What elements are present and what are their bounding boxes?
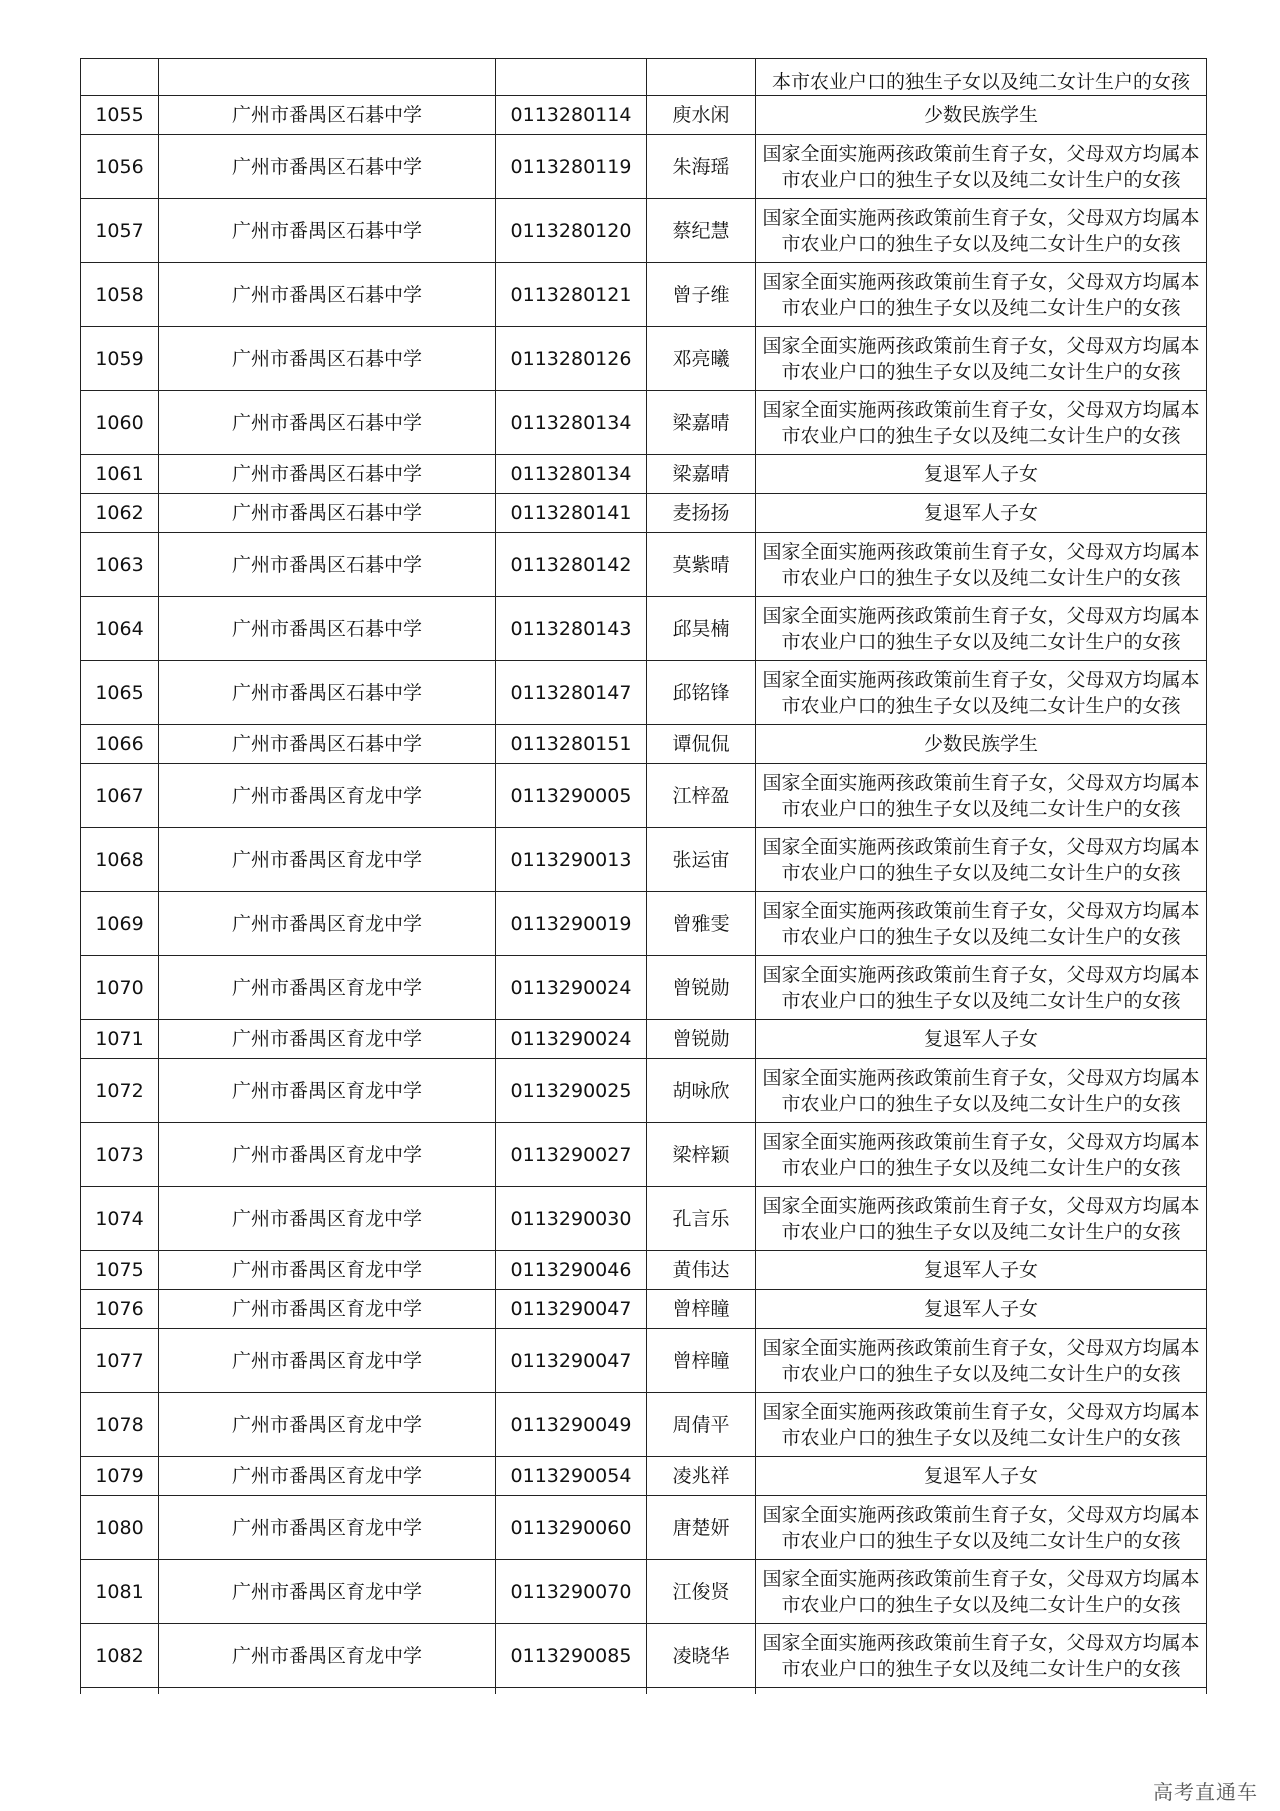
cell-id: 0113280134: [496, 391, 647, 455]
cell-name: 周倩平: [647, 1393, 756, 1457]
cell-no: 1075: [81, 1251, 159, 1290]
cell-note: 国家全面实施两孩政策前生育子女，父母双方均属本市农业户口的独生子女以及纯二女计生户的女孩: [756, 1496, 1207, 1560]
cell-school: 广州市番禺区石碁中学: [159, 661, 496, 725]
cell-no: 1076: [81, 1290, 159, 1329]
table-row: [81, 1123, 1207, 1187]
cell-id: 0113290047: [496, 1329, 647, 1393]
cell-no: 1079: [81, 1457, 159, 1496]
cell-note: 国家全面实施两孩政策前生育子女，父母双方均属本市农业户口的独生子女以及纯二女计生户的女孩: [756, 597, 1207, 661]
table-row: [81, 1059, 1207, 1123]
cell-no: 1060: [81, 391, 159, 455]
cell-id: 0113290054: [496, 1457, 647, 1496]
cell-no: 1078: [81, 1393, 159, 1457]
table-row: [81, 1560, 1207, 1624]
cell-no: 1073: [81, 1123, 159, 1187]
cell-name: 曾锐勋: [647, 956, 756, 1020]
cutoff-row: [81, 1688, 1207, 1695]
cutoff-cell: [756, 1688, 1207, 1695]
cell-note: 国家全面实施两孩政策前生育子女，父母双方均属本市农业户口的独生子女以及纯二女计生户的女孩: [756, 661, 1207, 725]
table-row: [81, 764, 1207, 828]
cell-school: 广州市番禺区育龙中学: [159, 1329, 496, 1393]
cell-name: 胡咏欣: [647, 1059, 756, 1123]
cell-name: 江俊贤: [647, 1560, 756, 1624]
cell-id: 0113290030: [496, 1187, 647, 1251]
cell-school: 广州市番禺区育龙中学: [159, 1560, 496, 1624]
table-row: [81, 199, 1207, 263]
cell-no: 1064: [81, 597, 159, 661]
cell-no: 1071: [81, 1020, 159, 1059]
table-row: [81, 1393, 1207, 1457]
cell-school: 广州市番禺区石碁中学: [159, 96, 496, 135]
cell-school: 广州市番禺区育龙中学: [159, 956, 496, 1020]
watermark-text: 高考直通车: [1153, 1780, 1258, 1804]
cell-id: 0113280120: [496, 199, 647, 263]
cell-id: 0113290025: [496, 1059, 647, 1123]
cell-school: 广州市番禺区石碁中学: [159, 533, 496, 597]
cell-note: 国家全面实施两孩政策前生育子女，父母双方均属本市农业户口的独生子女以及纯二女计生户的女孩: [756, 1059, 1207, 1123]
cell-note: 少数民族学生: [756, 96, 1207, 135]
cell-no: 1065: [81, 661, 159, 725]
cell-school: 广州市番禺区石碁中学: [159, 391, 496, 455]
cell-school: 广州市番禺区石碁中学: [159, 199, 496, 263]
cell-note: 国家全面实施两孩政策前生育子女，父母双方均属本市农业户口的独生子女以及纯二女计生户的女孩: [756, 764, 1207, 828]
table-row: [81, 828, 1207, 892]
cell-name: 唐楚妍: [647, 1496, 756, 1560]
cell-id: 0113280126: [496, 327, 647, 391]
table-row: [81, 892, 1207, 956]
cell-note: 复退军人子女: [756, 1290, 1207, 1329]
cell-name: 曾梓瞳: [647, 1329, 756, 1393]
cell-name: 庾水闲: [647, 96, 756, 135]
cell-name: 邱昊楠: [647, 597, 756, 661]
cell-no: 1082: [81, 1624, 159, 1688]
cell-name: 曾梓瞳: [647, 1290, 756, 1329]
cell-note: 国家全面实施两孩政策前生育子女，父母双方均属本市农业户口的独生子女以及纯二女计生户的女孩: [756, 828, 1207, 892]
cell-name: 邓亮曦: [647, 327, 756, 391]
cell-name: 凌兆祥: [647, 1457, 756, 1496]
table-row: [81, 1290, 1207, 1329]
cell-note: 国家全面实施两孩政策前生育子女，父母双方均属本市农业户口的独生子女以及纯二女计生户的女孩: [756, 1624, 1207, 1688]
table-row: [81, 661, 1207, 725]
table-row: [81, 1457, 1207, 1496]
cell-note: 复退军人子女: [756, 455, 1207, 494]
cell-id: 0113290013: [496, 828, 647, 892]
cell-note: 国家全面实施两孩政策前生育子女，父母双方均属本市农业户口的独生子女以及纯二女计生户的女孩: [756, 1187, 1207, 1251]
cell-note: 少数民族学生: [756, 725, 1207, 764]
cell-id: 0113290070: [496, 1560, 647, 1624]
table-row: [81, 455, 1207, 494]
cell-no: 1069: [81, 892, 159, 956]
cell-name: 梁嘉晴: [647, 455, 756, 494]
cell-no: 1077: [81, 1329, 159, 1393]
cell-no: 1080: [81, 1496, 159, 1560]
cutoff-cell: [647, 1688, 756, 1695]
table-row: [81, 96, 1207, 135]
cell-id: 0113280142: [496, 533, 647, 597]
cell-note: [756, 59, 1207, 96]
cell-id: [496, 59, 647, 96]
cell-no: 1056: [81, 135, 159, 199]
table-row: [81, 391, 1207, 455]
roster-table-body: [81, 59, 1207, 1695]
cell-name: 麦扬扬: [647, 494, 756, 533]
cell-note: 国家全面实施两孩政策前生育子女，父母双方均属本市农业户口的独生子女以及纯二女计生户的女孩: [756, 391, 1207, 455]
cell-school: 广州市番禺区育龙中学: [159, 1624, 496, 1688]
cell-name: 蔡纪慧: [647, 199, 756, 263]
table-row: [81, 1020, 1207, 1059]
cell-id: 0113290060: [496, 1496, 647, 1560]
cell-no: 1059: [81, 327, 159, 391]
cell-note: 复退军人子女: [756, 1251, 1207, 1290]
table-row: [81, 1187, 1207, 1251]
cell-name: 张运宙: [647, 828, 756, 892]
cell-school: 广州市番禺区石碁中学: [159, 725, 496, 764]
cell-name: 江梓盈: [647, 764, 756, 828]
cell-name: 曾子维: [647, 263, 756, 327]
cell-id: 0113290049: [496, 1393, 647, 1457]
cell-school: 广州市番禺区育龙中学: [159, 828, 496, 892]
table-row: [81, 597, 1207, 661]
cell-school: 广州市番禺区育龙中学: [159, 1059, 496, 1123]
cell-note: 复退军人子女: [756, 494, 1207, 533]
table-row: [81, 956, 1207, 1020]
cell-school: 广州市番禺区育龙中学: [159, 892, 496, 956]
table-row: [81, 1251, 1207, 1290]
cell-school: 广州市番禺区育龙中学: [159, 1393, 496, 1457]
cell-name: 孔言乐: [647, 1187, 756, 1251]
cell-id: 0113280121: [496, 263, 647, 327]
cell-school: 广州市番禺区石碁中学: [159, 135, 496, 199]
cell-id: 0113280119: [496, 135, 647, 199]
cell-name: 黄伟达: [647, 1251, 756, 1290]
cell-name: 曾雅雯: [647, 892, 756, 956]
cell-id: 0113280134: [496, 455, 647, 494]
cell-id: 0113280147: [496, 661, 647, 725]
cell-note: 复退军人子女: [756, 1020, 1207, 1059]
cell-name: 梁嘉晴: [647, 391, 756, 455]
roster-table-container: [80, 58, 1206, 1694]
cell-school: 广州市番禺区育龙中学: [159, 1020, 496, 1059]
cell-id: 0113280143: [496, 597, 647, 661]
cell-id: 0113290024: [496, 956, 647, 1020]
cutoff-cell: [159, 1688, 496, 1695]
cutoff-cell: [496, 1688, 647, 1695]
cell-note: 国家全面实施两孩政策前生育子女，父母双方均属本市农业户口的独生子女以及纯二女计生户的女孩: [756, 956, 1207, 1020]
cell-school: 广州市番禺区石碁中学: [159, 327, 496, 391]
cell-school: 广州市番禺区育龙中学: [159, 1123, 496, 1187]
cell-school: 广州市番禺区石碁中学: [159, 597, 496, 661]
cell-no: 1055: [81, 96, 159, 135]
cell-school: 广州市番禺区育龙中学: [159, 1457, 496, 1496]
cell-note: 国家全面实施两孩政策前生育子女，父母双方均属本市农业户口的独生子女以及纯二女计生户的女孩: [756, 892, 1207, 956]
cell-id: 0113290024: [496, 1020, 647, 1059]
cell-school: 广州市番禺区石碁中学: [159, 494, 496, 533]
cell-no: 1067: [81, 764, 159, 828]
cell-id: 0113290047: [496, 1290, 647, 1329]
cell-no: 1066: [81, 725, 159, 764]
cell-id: 0113290085: [496, 1624, 647, 1688]
cell-note: 国家全面实施两孩政策前生育子女，父母双方均属本市农业户口的独生子女以及纯二女计生户的女孩: [756, 1123, 1207, 1187]
cell-school: 广州市番禺区育龙中学: [159, 764, 496, 828]
cell-name: 邱铭锋: [647, 661, 756, 725]
cell-name: 凌晓华: [647, 1624, 756, 1688]
cell-school: 广州市番禺区石碁中学: [159, 455, 496, 494]
cell-note: 国家全面实施两孩政策前生育子女，父母双方均属本市农业户口的独生子女以及纯二女计生户的女孩: [756, 199, 1207, 263]
cell-name: [647, 59, 756, 96]
cell-name: 莫紫晴: [647, 533, 756, 597]
cell-no: 1068: [81, 828, 159, 892]
cell-note: 国家全面实施两孩政策前生育子女，父母双方均属本市农业户口的独生子女以及纯二女计生户的女孩: [756, 1560, 1207, 1624]
cell-id: 0113280141: [496, 494, 647, 533]
cell-no: 1074: [81, 1187, 159, 1251]
cell-note: 国家全面实施两孩政策前生育子女，父母双方均属本市农业户口的独生子女以及纯二女计生户的女孩: [756, 533, 1207, 597]
cell-no: 1063: [81, 533, 159, 597]
continuation-note-text: 本市农业户口的独生子女以及纯二女计生户的女孩: [771, 71, 1190, 93]
cell-name: 曾锐勋: [647, 1020, 756, 1059]
table-row: [81, 533, 1207, 597]
table-row: [81, 1496, 1207, 1560]
cell-note: 国家全面实施两孩政策前生育子女，父母双方均属本市农业户口的独生子女以及纯二女计生户的女孩: [756, 1329, 1207, 1393]
cell-name: 朱海瑶: [647, 135, 756, 199]
cell-no: 1070: [81, 956, 159, 1020]
cell-school: 广州市番禺区育龙中学: [159, 1187, 496, 1251]
cell-id: 0113280114: [496, 96, 647, 135]
cell-note: 国家全面实施两孩政策前生育子女，父母双方均属本市农业户口的独生子女以及纯二女计生户的女孩: [756, 263, 1207, 327]
cell-no: 1061: [81, 455, 159, 494]
roster-table: [80, 58, 1207, 1694]
continuation-row: [81, 59, 1207, 96]
table-row: [81, 494, 1207, 533]
cell-name: 梁梓颖: [647, 1123, 756, 1187]
cell-id: 0113290046: [496, 1251, 647, 1290]
cell-school: 广州市番禺区育龙中学: [159, 1496, 496, 1560]
cell-note: 国家全面实施两孩政策前生育子女，父母双方均属本市农业户口的独生子女以及纯二女计生户的女孩: [756, 135, 1207, 199]
table-row: [81, 1624, 1207, 1688]
cell-no: 1057: [81, 199, 159, 263]
cell-note: 国家全面实施两孩政策前生育子女，父母双方均属本市农业户口的独生子女以及纯二女计生户的女孩: [756, 327, 1207, 391]
cell-no: 1062: [81, 494, 159, 533]
cell-id: 0113290019: [496, 892, 647, 956]
cell-school: [159, 59, 496, 96]
cutoff-cell: [81, 1688, 159, 1695]
table-row: [81, 1329, 1207, 1393]
cell-id: 0113280151: [496, 725, 647, 764]
cell-no: 1072: [81, 1059, 159, 1123]
cell-note: 复退军人子女: [756, 1457, 1207, 1496]
cell-id: 0113290027: [496, 1123, 647, 1187]
cell-name: 谭侃侃: [647, 725, 756, 764]
cell-note: 国家全面实施两孩政策前生育子女，父母双方均属本市农业户口的独生子女以及纯二女计生户的女孩: [756, 1393, 1207, 1457]
table-row: [81, 327, 1207, 391]
table-row: [81, 263, 1207, 327]
cell-id: 0113290005: [496, 764, 647, 828]
cell-no: [81, 59, 159, 96]
cell-school: 广州市番禺区育龙中学: [159, 1290, 496, 1329]
cell-school: 广州市番禺区育龙中学: [159, 1251, 496, 1290]
cell-school: 广州市番禺区石碁中学: [159, 263, 496, 327]
cell-no: 1058: [81, 263, 159, 327]
table-row: [81, 725, 1207, 764]
table-row: [81, 135, 1207, 199]
cell-no: 1081: [81, 1560, 159, 1624]
